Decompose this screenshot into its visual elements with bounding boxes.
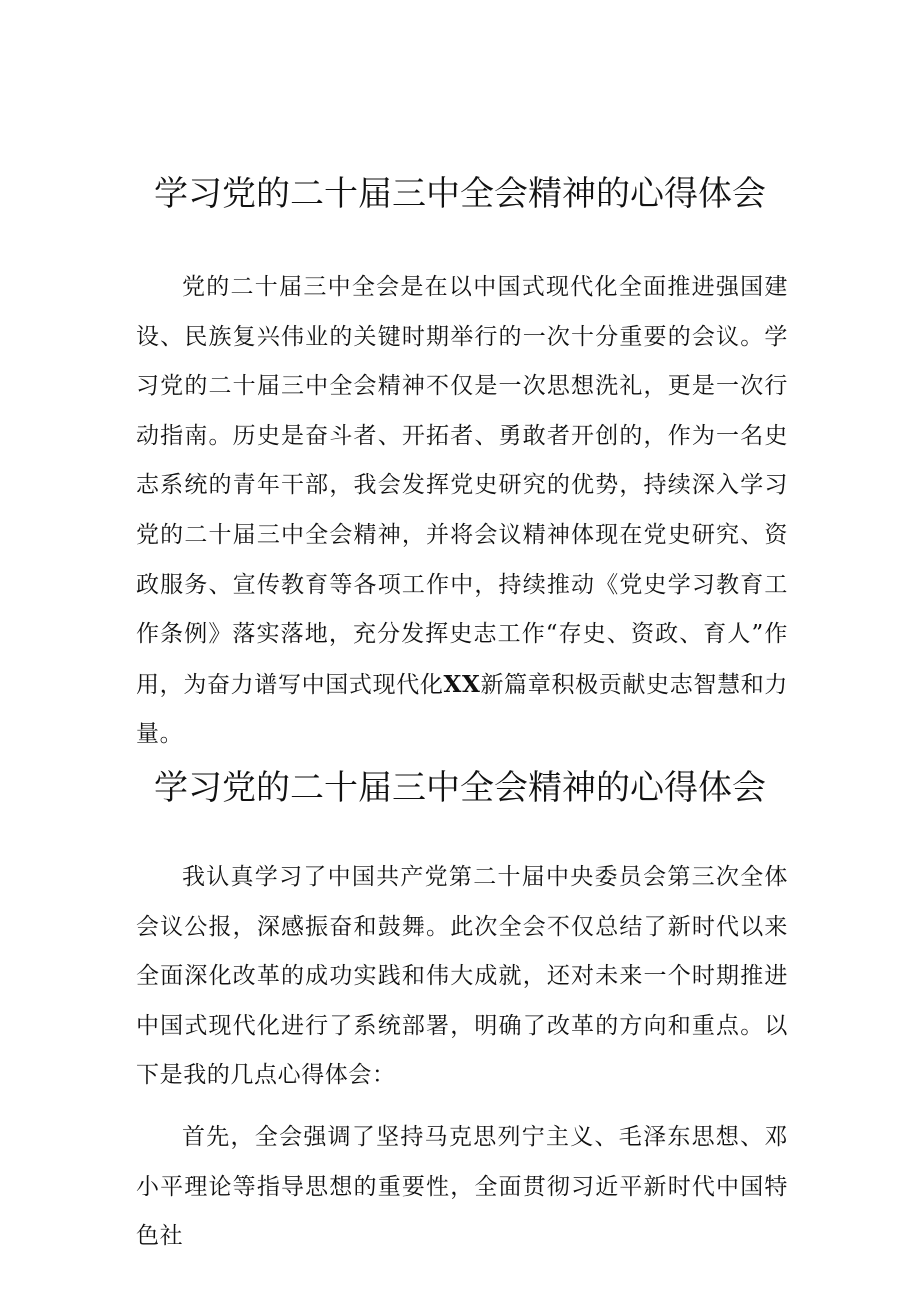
section-1-title: 学习党的二十届三中全会精神的心得体会 [154, 174, 766, 214]
section-1-paragraph-text-b: 新篇章积极贡献史志智慧和力量。 [136, 671, 788, 748]
section-1-paragraph-placeholder: XX [443, 670, 481, 698]
section-1-paragraph-text-a: 党的二十届三中全会是在以中国式现代化全面推进强国建设、民族复兴伟业的关键时期举行的一次十分重要的会议。学习党的二十届三中全会精神不仅是一次思想洗礼，更是一次行动指南。历史是奋斗者、开拓者、勇敢者开创的，作为一名史志系统的青年干部，我会发挥党史研究的优势，持续深入学习党的二十届三中全会精神，并将会议精神体现在党史研究、资政服务、宣传教育等各项工作中，持续推动《党史学习教育工作条例》落实落地，充分发挥史志工作“存史、资政、育人”作用，为奋力谱写中国式现代化 [136, 274, 788, 698]
section-1-paragraph [136, 263, 788, 760]
section-2-paragraph-2: 首先，全会强调了坚持马克思列宁主义、毛泽东思想、邓小平理论等指导思想的重要性，全面贯彻习近平新时代中国特色社 [136, 1124, 788, 1250]
section-2-title: 学习党的二十届三中全会精神的心得体会 [154, 768, 766, 808]
section-2-paragraph-1: 我认真学习了中国共产党第二十届中央委员会第三次全体会议公报，深感振奋和鼓舞。此次全会不仅总结了新时代以来全面深化改革的成功实践和伟大成就，还对未来一个时期推进中国式现代化进行了系统部署，明确了改革的方向和重点。以下是我的几点心得体会： [136, 864, 788, 1089]
